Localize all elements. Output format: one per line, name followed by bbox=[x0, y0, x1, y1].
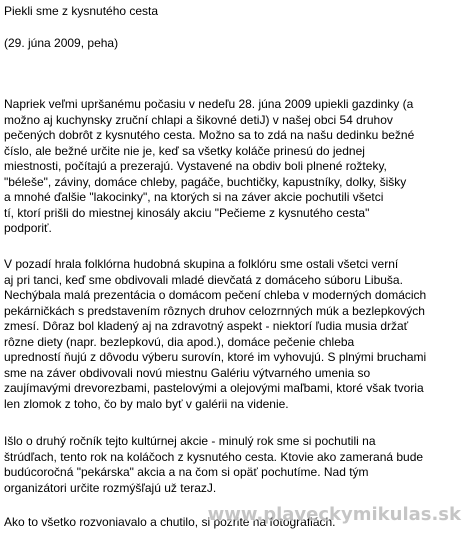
text-line: možno aj kuchynsky zruční chlapi a šikovné detiJ) v našej obci 54 druhov bbox=[4, 112, 393, 127]
text-line: budúcoročná "pekárska" akcia a na čom si opäť pochutíme. Nad tým bbox=[4, 465, 369, 479]
text-line: Napriek veľmi upršanému počasiu v nedeľu 28. júna 2009 upiekli gazdinky (a bbox=[4, 97, 414, 111]
text-line: organizátori určite rozmýšľajú už terazJ. bbox=[4, 480, 217, 495]
text-line: V pozadí hrala folklórna hudobná skupina a folklóru sme ostali všetci verní bbox=[4, 257, 399, 271]
text-line: upredností ňujú z dôvodu výberu surovín, ktoré im vyhovujú. S plnými bruchami bbox=[4, 350, 427, 364]
text-line: Išlo o druhý ročník tejto kultúrnej akcie - minulý rok sme si pochutili na bbox=[4, 434, 376, 448]
paragraph-4 bbox=[4, 515, 336, 531]
text-line: pečených dobrôt z kysnutého cesta. Možno sa to zdá na našu dedinku bežné bbox=[4, 128, 415, 142]
paragraph-2 bbox=[4, 257, 426, 412]
text-line: štrúdľach, tento rok na koláčoch z kysnutého cesta. Ktovie ako zameraná bude bbox=[4, 449, 424, 464]
text-line: zaujímavými drevorezbami, pastelovými a olejovými maľbami, ktoré však tvoria bbox=[4, 381, 424, 395]
watermark: www.plaveckymikulas.sk bbox=[207, 504, 461, 525]
paragraph-3 bbox=[4, 434, 423, 496]
text-line: tí, ktorí prišli do miestnej kinosály akciu "Pečieme z kysnutého cesta" bbox=[4, 205, 370, 220]
text-line: Ako to všetko rozvoniavalo a chutilo, si pozrite na fotografiách. bbox=[4, 515, 336, 529]
text-line: a mnohé ďalšie "lakocinky", na ktorých si na záver akcie pochutili všetci bbox=[4, 190, 384, 204]
text-line: sme na záver obdivovali novú miestnu Galériu výtvarného umenia so bbox=[4, 365, 371, 380]
text-line: len zlomok z toho, čo by malo byť v galérii na videnie. bbox=[4, 396, 289, 411]
text-line: Nechýbala malá prezentácia o domácom pečení chleba v moderných domácich bbox=[4, 288, 427, 302]
article-date: (29. júna 2009, peha) bbox=[4, 36, 119, 50]
text-line: aj pri tanci, keď sme obdivovali mladé dievčatá z domáceho súboru Libuša. bbox=[4, 272, 403, 287]
text-line: číslo, ale bežné určite nie je, keď sa všetky koláče prinesú do jednej bbox=[4, 143, 365, 158]
paragraph-1 bbox=[4, 97, 414, 237]
text-line: pekárničkách s predstavením rôznych druhov celozrnných múk a bezlepkových bbox=[4, 303, 425, 318]
text-line: miestnosti, počítajú a prezerajú. Vystavené na obdiv boli plnené rožteky, bbox=[4, 159, 387, 173]
article-title: Piekli sme z kysnutého cesta bbox=[4, 4, 159, 18]
text-line: rôzne diety (napr. bezlepkovú, dia apod.), domáce pečenie chleba bbox=[4, 334, 355, 349]
text-line: podporiť. bbox=[4, 221, 52, 235]
text-line: "béleše", záviny, domáce chleby, pagáče, buchtičky, kapustníky, dolky, šišky bbox=[4, 174, 407, 189]
text-line: zmesí. Dôraz bol kladený aj na zdravotný aspekt - niektorí ľudia musia držať bbox=[4, 319, 409, 333]
